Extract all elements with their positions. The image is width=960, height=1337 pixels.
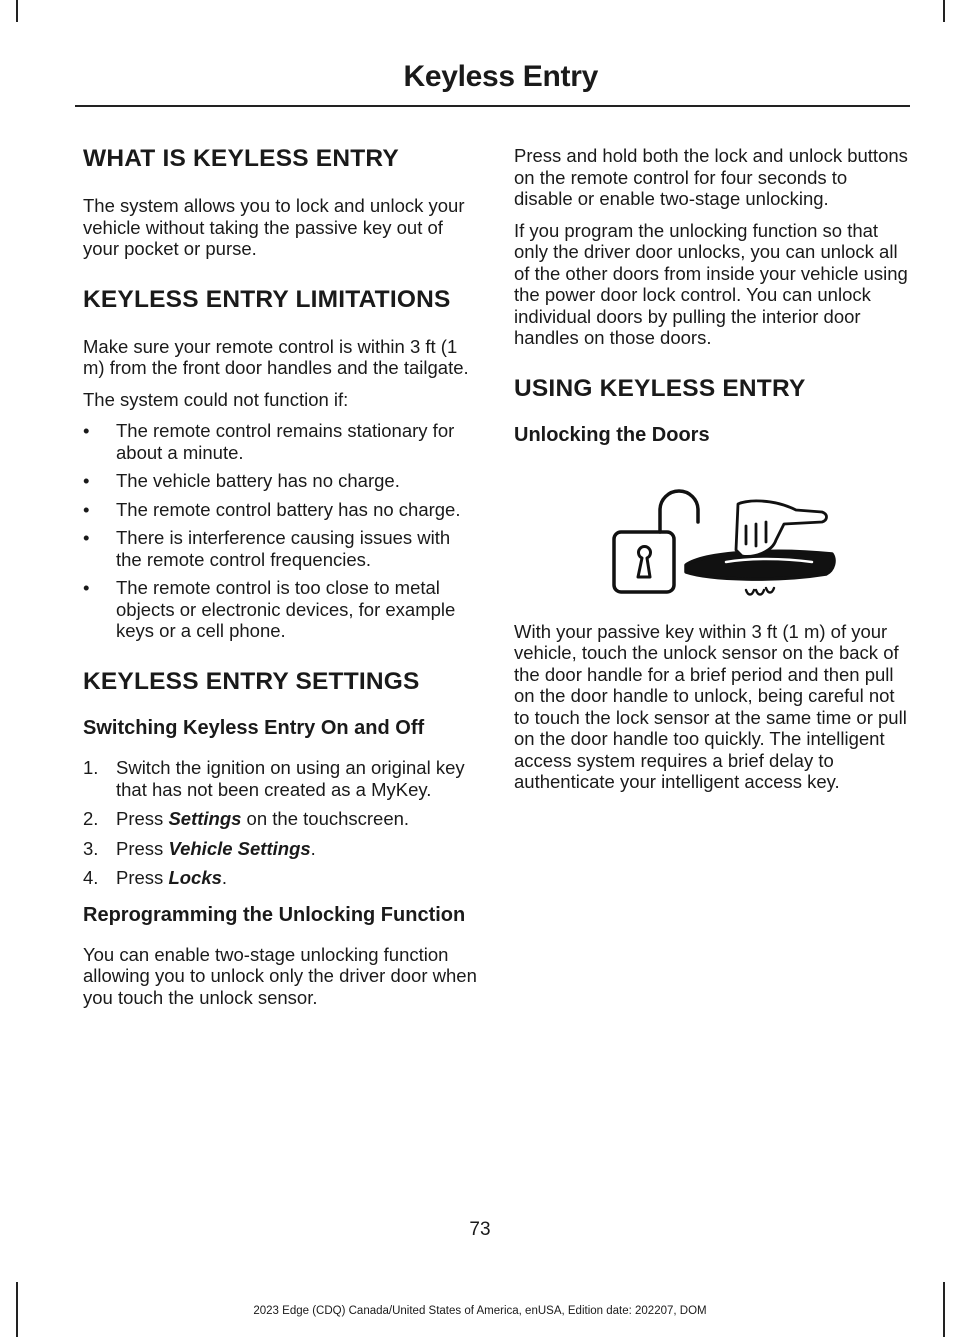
- step-item: 2. Press Settings on the touchscreen.: [83, 808, 410, 830]
- step-item: 4. Press Locks.: [83, 867, 228, 889]
- list-item: • The remote control battery has no charge.: [83, 498, 461, 520]
- page-number: 73: [469, 1219, 491, 1240]
- section-title-what-is: WHAT IS KEYLESS ENTRY: [83, 145, 399, 172]
- crop-mark: [943, 0, 945, 22]
- header-divider: [75, 105, 910, 107]
- bullet-mark: •: [83, 420, 90, 442]
- settings-steps: [83, 757, 478, 889]
- subsection-title-unlocking: Unlocking the Doors: [514, 423, 710, 446]
- list-item: • The remote control is too close to metal objects or electronic devices, for example keys or a cell phone.: [83, 577, 456, 642]
- step-item: 3. Press Vehicle Settings.: [83, 837, 316, 859]
- section-title-using: USING KEYLESS ENTRY: [514, 374, 806, 402]
- paragraph: You can enable two-stage unlocking function allowing you to unlock only the driver door when you touch the unlock sensor.: [83, 943, 477, 1008]
- list-item: • The remote control remains stationary for about a minute.: [83, 420, 455, 463]
- menu-term: Settings: [168, 808, 242, 830]
- bullet-mark: •: [83, 527, 90, 549]
- paragraph: The system allows you to lock and unlock your vehicle without taking the passive key out of your pocket or purse.: [83, 195, 465, 260]
- subsection-title-reprogramming: Reprogramming the Unlocking Function: [83, 903, 466, 926]
- menu-term: Vehicle Settings: [168, 837, 311, 859]
- subsection-title-switching: Switching Keyless Entry On and Off: [83, 717, 425, 740]
- section-title-limitations: KEYLESS ENTRY LIMITATIONS: [83, 285, 451, 313]
- menu-term: Locks: [168, 867, 222, 889]
- crop-mark: [16, 0, 18, 22]
- paragraph: The system could not function if:: [83, 388, 349, 410]
- paragraph: With your passive key within 3 ft (1 m) of your vehicle, touch the unlock sensor on the back of the door handle for a brief period and then pull on the door handle to unlock, being careful not to touch the lock sensor at the same time or pull on the door handle too quickly. The intelligent access system requires a brief delay to authenticate your intelligent access key.: [514, 620, 907, 793]
- paragraph: Press and hold both the lock and unlock buttons on the remote control for four seconds to disable or enable two-stage unlocking.: [514, 145, 908, 209]
- limitations-list: [83, 420, 478, 642]
- bullet-mark: •: [83, 498, 90, 520]
- paragraph: If you program the unlocking function so that only the driver door unlocks, you can unlock all of the other doors from inside your vehicle using the power door lock control. You can unlock individual doors by pulling the interior door handles on those doors.: [514, 219, 908, 348]
- list-item: • There is interference causing issues with the remote control frequencies.: [83, 527, 451, 570]
- bullet-mark: •: [83, 470, 90, 492]
- edition-info: 2023 Edge (CDQ) Canada/United States of America, enUSA, Edition date: 202207, DOM: [253, 1305, 707, 1317]
- bullet-mark: •: [83, 577, 90, 599]
- unlocked-padlock-icon: [614, 491, 698, 592]
- right-column: [514, 145, 909, 803]
- section-title-settings: KEYLESS ENTRY SETTINGS: [83, 667, 420, 695]
- left-column: [83, 145, 478, 1018]
- step-item: 1. Switch the ignition on using an original key that has not been created as a MyKey.: [83, 757, 465, 800]
- unlock-door-handle-illustration: [514, 482, 844, 602]
- list-item: • The vehicle battery has no charge.: [83, 470, 400, 492]
- page-header-title: Keyless Entry: [403, 60, 598, 93]
- paragraph: Make sure your remote control is within 3 ft (1 m) from the front door handles and the tailgate.: [83, 335, 469, 379]
